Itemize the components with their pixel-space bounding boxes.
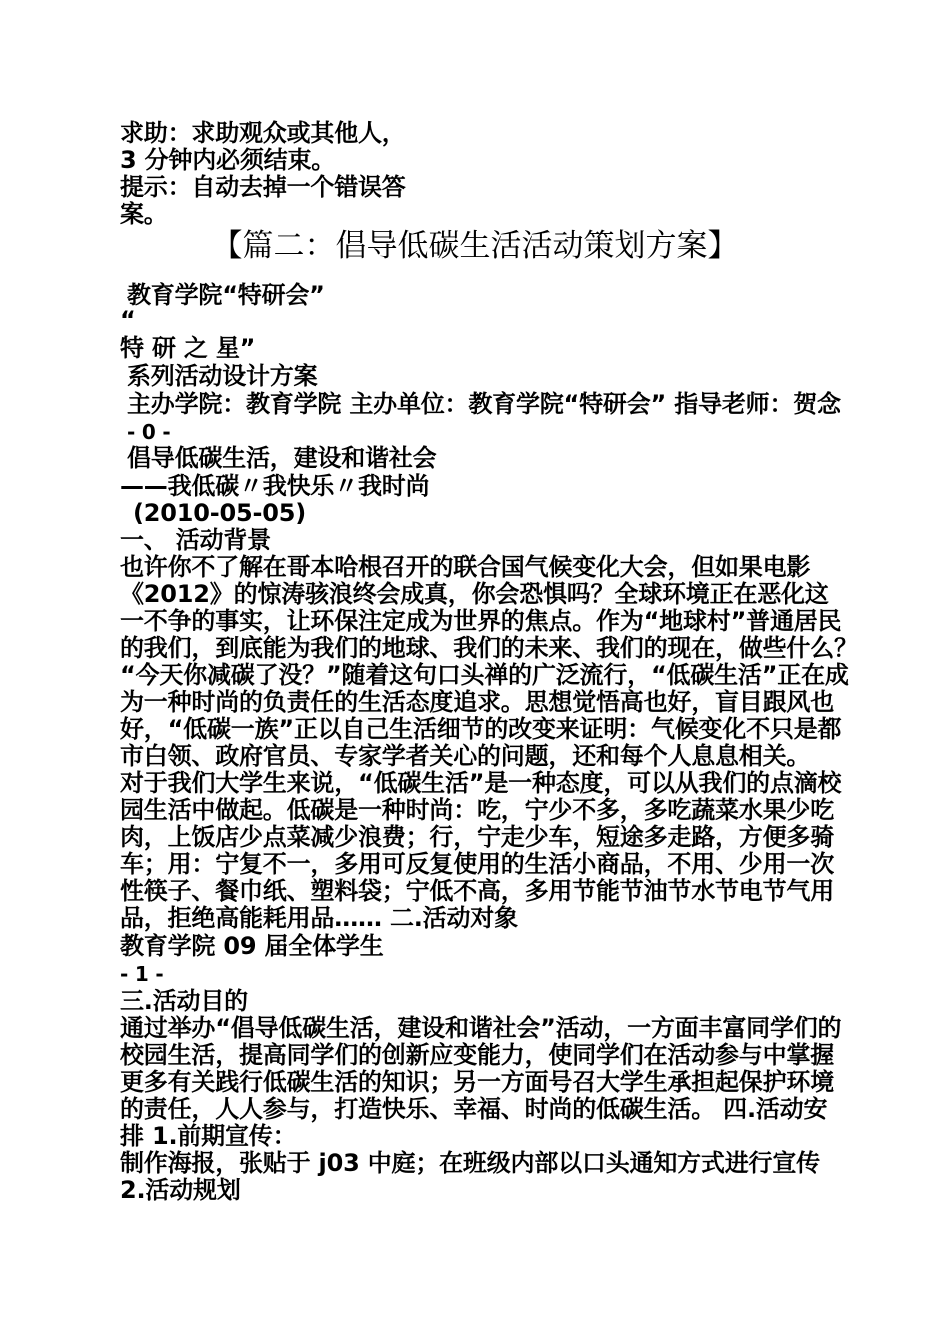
text-line: 《2012》的惊涛骇浪终会成真，你会恐惧吗？全球环境正在恶化这	[120, 580, 829, 608]
text-line: 提示：自动去掉一个错误答	[120, 173, 406, 201]
text-line: ——我低碳〃我快乐〃我时尚	[120, 472, 430, 500]
text-line: 2.活动规划	[120, 1176, 241, 1204]
text-line: 通过举办“倡导低碳生活，建设和谐社会”活动，一方面丰富同学们的	[120, 1014, 842, 1042]
text-line: 为一种时尚的负责任的生活态度追求。思想觉悟高也好，盲目跟风也	[120, 688, 834, 716]
text-line: 肉，上饭店少点菜减少浪费；行，宁走少车，短途多走路，方便多骑	[120, 823, 834, 851]
page-number: - 0 -	[127, 420, 171, 444]
text-line: 教育学院“特研会”	[127, 281, 325, 309]
text-line: 园生活中做起。低碳是一种时尚：吃，宁少不多，多吃蔬菜水果少吃	[120, 796, 834, 824]
text-line: 品，拒绝高能耗用品…… 二.活动对象	[120, 904, 518, 932]
text-line: 系列活动设计方案	[127, 362, 318, 390]
text-line: (2010-05-05)	[133, 499, 307, 527]
text-line: 市白领、政府官员、专家学者关心的问题，还和每个人息息相关。	[120, 742, 811, 770]
text-line: 也许你不了解在哥本哈根召开的联合国气候变化大会，但如果电影	[120, 553, 811, 581]
text-line: 性筷子、餐巾纸、塑料袋；宁低不高，多用节能节油节水节电节气用	[120, 877, 834, 905]
text-line: 校园生活，提高同学们的创新应变能力，使同学们在活动参与中掌握	[120, 1041, 834, 1069]
text-line: 一不争的事实，让环保注定成为世界的焦点。作为“地球村”普通居民	[120, 607, 842, 635]
text-line: “今天你减碳了没？”随着这句口头禅的广泛流行，“低碳生活”正在成	[120, 661, 849, 689]
text-line: 的责任，人人参与，打造快乐、幸福、时尚的低碳生活。 四.活动安	[120, 1095, 828, 1123]
text-line: 3 分钟内必须结束。	[120, 146, 336, 174]
heading: 三.活动目的	[120, 987, 248, 1015]
text-line: 倡导低碳生活，建设和谐社会	[127, 444, 437, 472]
section-title: 【篇二：倡导低碳生活活动策划方案】	[211, 228, 739, 264]
text-line: 的我们，到底能为我们的地球、我们的未来、我们的现在，做些什么？	[120, 634, 858, 662]
text-line: 求助：求助观众或其他人，	[120, 119, 406, 147]
text-line: 排 1.前期宣传：	[120, 1122, 297, 1150]
page-number: - 1 -	[120, 962, 164, 986]
text-line: 主办学院：教育学院 主办单位：教育学院“特研会” 指导老师：贺念	[127, 390, 841, 418]
text-line: “	[120, 306, 136, 334]
text-line: 更多有关践行低碳生活的知识；另一方面号召大学生承担起保护环境	[120, 1068, 834, 1096]
heading: 一、 活动背景	[120, 526, 271, 554]
text-line: 制作海报，张贴于 j03 中庭；在班级内部以口头通知方式进行宣传	[120, 1149, 820, 1177]
text-line: 车；用：宁复不一，多用可反复使用的生活小商品，不用、少用一次	[120, 850, 834, 878]
text-line: 好，“低碳一族”正以自己生活细节的改变来证明：气候变化不只是都	[120, 715, 842, 743]
text-line: 对于我们大学生来说，“低碳生活”是一种态度，可以从我们的点滴校	[120, 769, 842, 797]
text-line: 特 研 之 星”	[120, 334, 256, 362]
text-line: 教育学院 09 届全体学生	[120, 932, 384, 960]
text-line: 案。	[120, 200, 168, 228]
